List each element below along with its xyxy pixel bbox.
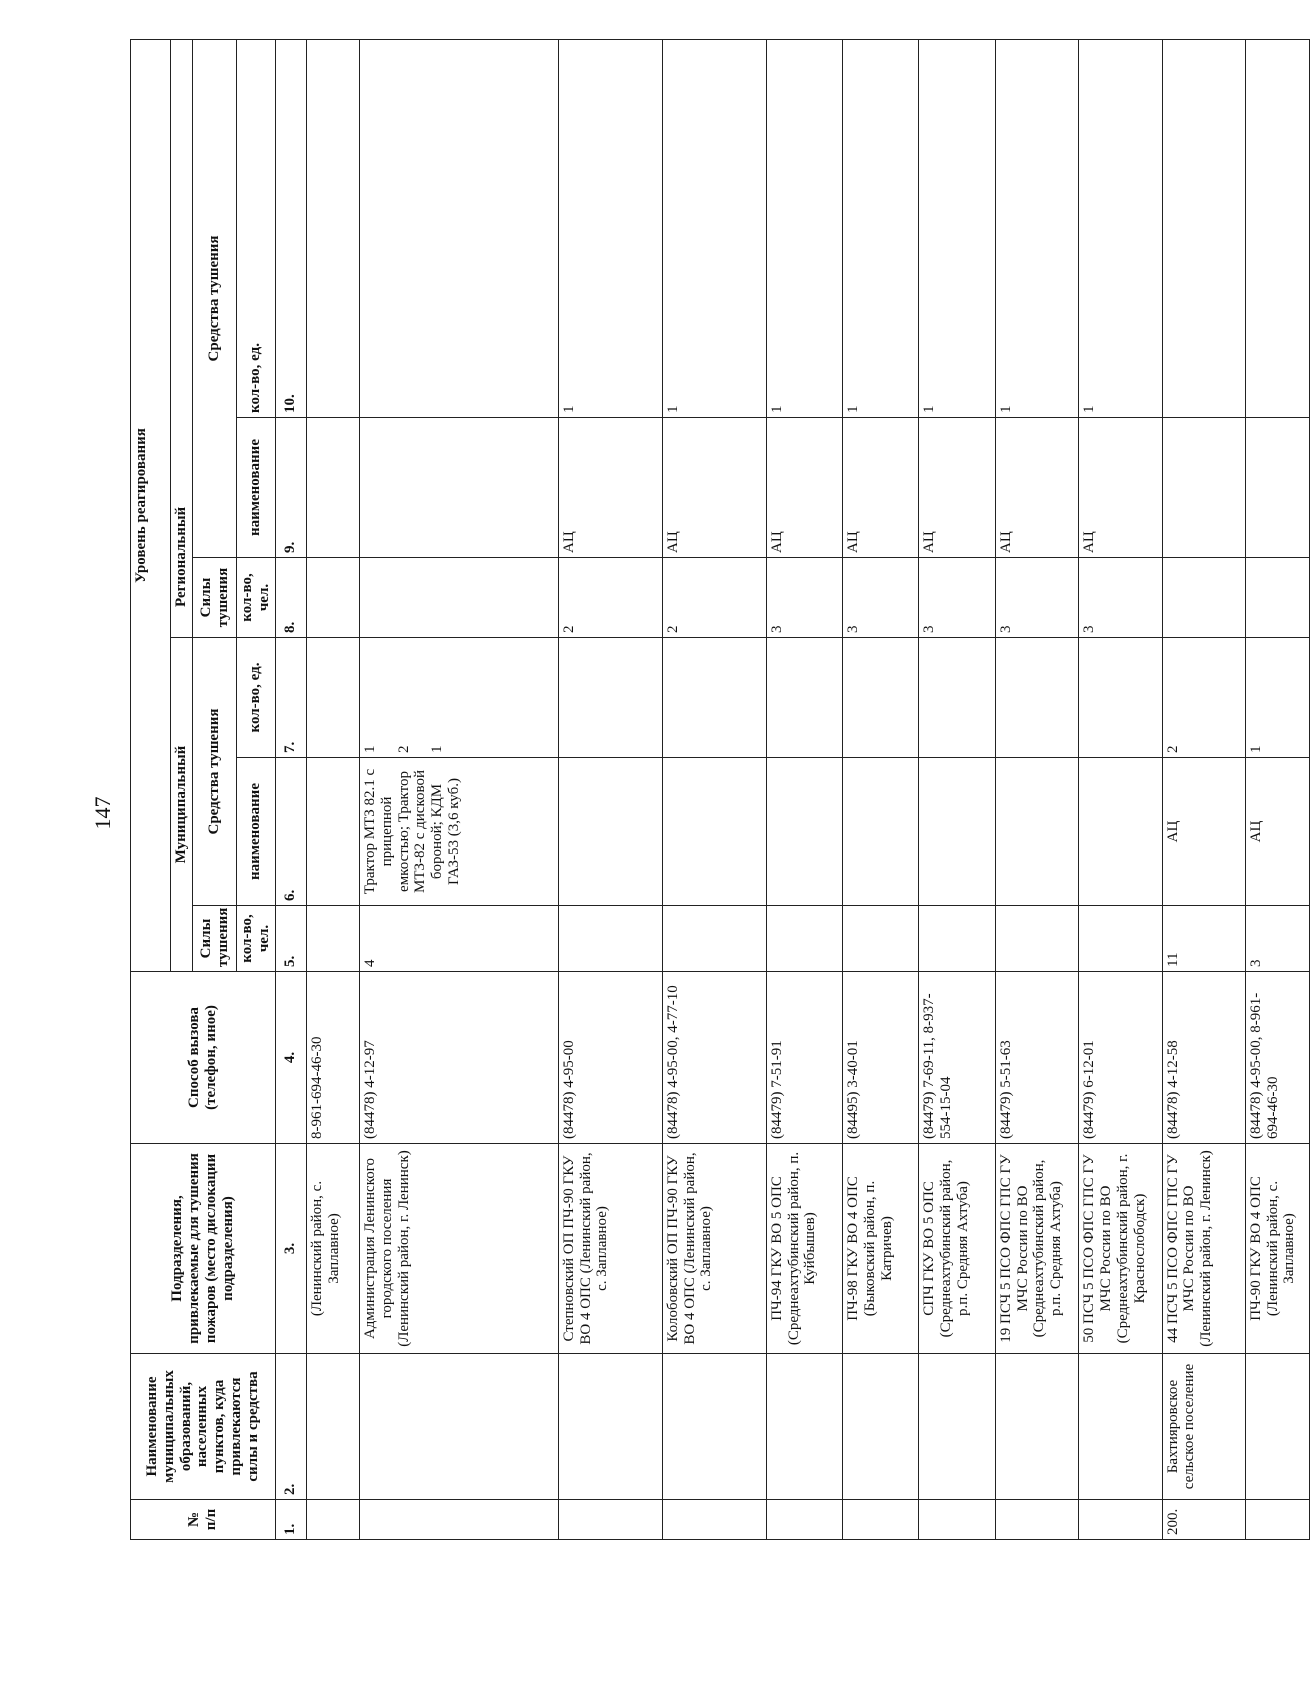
municipal-means-qty: 2 — [1162, 638, 1245, 758]
column-number: 2. — [275, 1354, 306, 1500]
call-phone: (84495) 3-40-01 — [843, 972, 919, 1144]
municipality-name — [359, 1354, 558, 1500]
call-phone: (84478) 4-95-00 — [558, 972, 662, 1144]
column-number: 7. — [275, 638, 306, 758]
municipal-means-qty — [843, 638, 919, 758]
regional-means-qty: 1 — [662, 39, 766, 417]
municipal-forces — [558, 906, 662, 972]
municipal-means-qty — [662, 638, 766, 758]
municipal-means-name — [995, 758, 1078, 906]
regional-forces: 2 — [558, 558, 662, 638]
unit-name: (Ленинский район, с. Заплавное) — [306, 1144, 359, 1354]
municipal-forces: 4 — [359, 906, 558, 972]
regional-forces — [1245, 558, 1309, 638]
call-phone: 8-961-694-46-30 — [306, 972, 359, 1144]
municipal-forces: 11 — [1162, 906, 1245, 972]
table-row — [306, 39, 359, 1539]
header-regional: Региональный — [171, 39, 193, 637]
regional-forces: 3 — [766, 558, 842, 638]
municipal-means-name — [843, 758, 919, 906]
municipal-forces — [766, 906, 842, 972]
municipal-forces — [662, 906, 766, 972]
regional-means-qty: 1 — [843, 39, 919, 417]
regional-forces: 3 — [1079, 558, 1162, 638]
column-number: 10. — [275, 39, 306, 417]
municipal-means-name — [558, 758, 662, 906]
regional-means-qty: 1 — [919, 39, 995, 417]
unit-name: Администрация Ленинского городского поселения (Ленинский район, г. Ленинск) — [359, 1144, 558, 1354]
table-row — [558, 39, 662, 1539]
municipal-means-qty — [995, 638, 1078, 758]
municipality-name — [1079, 1354, 1162, 1500]
regional-means-name — [306, 418, 359, 558]
table-row — [1079, 39, 1162, 1539]
regional-means-qty — [359, 39, 558, 417]
rotated-table-wrapper — [130, 40, 1310, 1540]
regional-means-name: АЦ — [766, 418, 842, 558]
table-body — [275, 39, 1309, 1539]
row-number — [919, 1500, 995, 1540]
row-number — [306, 1500, 359, 1540]
unit-name: ПЧ-90 ГКУ ВО 4 ОПС (Ленинский район, с. Заплавное) — [1245, 1144, 1309, 1354]
municipal-means-qty — [919, 638, 995, 758]
municipal-forces — [843, 906, 919, 972]
header-municipal: Муниципальный — [171, 638, 193, 972]
table-row — [843, 39, 919, 1539]
unit-name: 50 ПСЧ 5 ПСО ФПС ГПС ГУ МЧС России по ВО (Среднеахтубинский район, г. Краснослободск) — [1079, 1144, 1162, 1354]
header-m-qty-people: кол-во, чел. — [237, 906, 276, 972]
municipal-forces — [306, 906, 359, 972]
call-phone: (84479) 7-69-11, 8-937-554-15-04 — [919, 972, 995, 1144]
header-regional-forces: Силы тушения — [193, 558, 237, 638]
municipal-means-name — [306, 758, 359, 906]
municipality-name — [843, 1354, 919, 1500]
table-row — [995, 39, 1078, 1539]
header-m-qty-units: кол-во, ед. — [237, 638, 276, 758]
regional-forces — [306, 558, 359, 638]
response-table — [130, 39, 1310, 1540]
row-number — [995, 1500, 1078, 1540]
call-phone: (84478) 4-95-00, 4-77-10 — [662, 972, 766, 1144]
regional-forces: 3 — [919, 558, 995, 638]
call-phone: (84479) 7-51-91 — [766, 972, 842, 1144]
table-row — [1162, 39, 1245, 1539]
regional-means-name: АЦ — [662, 418, 766, 558]
regional-means-name: АЦ — [1079, 418, 1162, 558]
municipality-name — [1245, 1354, 1309, 1500]
header-municipality: Наименование муниципальных образований, населенных пунктов, куда привлекаются силы и средства — [131, 1354, 276, 1500]
regional-forces: 2 — [662, 558, 766, 638]
call-phone: (84478) 4-95-00, 8-961-694-46-30 — [1245, 972, 1309, 1144]
municipal-means-qty — [306, 638, 359, 758]
regional-means-qty — [1162, 39, 1245, 417]
municipality-name — [766, 1354, 842, 1500]
row-number — [662, 1500, 766, 1540]
municipal-means-name — [662, 758, 766, 906]
table-row — [662, 39, 766, 1539]
municipality-name: Бахтияровское сельское поселение — [1162, 1354, 1245, 1500]
unit-name: ПЧ-98 ГКУ ВО 4 ОПС (Быковский район, п. Катричев) — [843, 1144, 919, 1354]
header-m-name: наименование — [237, 758, 276, 906]
municipal-means-name: АЦ — [1245, 758, 1309, 906]
regional-forces: 3 — [843, 558, 919, 638]
municipal-means-qty: 1 — [1245, 638, 1309, 758]
header-units: Подразделения, привлекаемые для тушения пожаров (место дислокации подразделения) — [131, 1144, 276, 1354]
page-number: 147 — [90, 796, 115, 830]
column-number: 5. — [275, 906, 306, 972]
regional-means-qty — [306, 39, 359, 417]
regional-means-name: АЦ — [919, 418, 995, 558]
municipal-means-qty — [1079, 638, 1162, 758]
header-r-qty-people: кол-во, чел. — [237, 558, 276, 638]
column-number: 8. — [275, 558, 306, 638]
column-number: 3. — [275, 1144, 306, 1354]
regional-means-name — [359, 418, 558, 558]
unit-name: 19 ПСЧ 5 ПСО ФПС ГПС ГУ МЧС России по ВО (Среднеахтубинский район, р.п. Средняя Ахтуба) — [995, 1144, 1078, 1354]
unit-name: ПЧ-94 ГКУ ВО 5 ОПС (Среднеахтубинский район, п. Куйбышев) — [766, 1144, 842, 1354]
table-row — [919, 39, 995, 1539]
table-row — [359, 39, 558, 1539]
municipality-name — [306, 1354, 359, 1500]
municipality-name — [558, 1354, 662, 1500]
table-row — [1245, 39, 1309, 1539]
regional-forces — [1162, 558, 1245, 638]
header-municipal-means: Средства тушения — [193, 638, 237, 906]
municipal-forces: 3 — [1245, 906, 1309, 972]
row-number: 200. — [1162, 1500, 1245, 1540]
municipal-forces — [1079, 906, 1162, 972]
row-number — [558, 1500, 662, 1540]
municipal-means-name: Трактор МТЗ 82.1 с прицепной емкостью; Трактор МТЗ-82 с дисковой бороной; КДМ ГАЗ-53 (3,6 куб.) — [359, 758, 558, 906]
table-header — [131, 39, 276, 1539]
header-r-qty-units: кол-во, ед. — [237, 39, 276, 417]
municipal-forces — [995, 906, 1078, 972]
municipal-forces — [919, 906, 995, 972]
municipal-means-qty — [558, 638, 662, 758]
municipal-means-name: АЦ — [1162, 758, 1245, 906]
municipality-name — [995, 1354, 1078, 1500]
header-number: № п/п — [131, 1500, 276, 1540]
row-number — [1245, 1500, 1309, 1540]
regional-means-qty: 1 — [766, 39, 842, 417]
row-number — [766, 1500, 842, 1540]
regional-means-name: АЦ — [843, 418, 919, 558]
unit-name: 44 ПСЧ 5 ПСО ФПС ГПС ГУ МЧС России по ВО (Ленинский район, г. Ленинск) — [1162, 1144, 1245, 1354]
municipality-name — [919, 1354, 995, 1500]
regional-forces — [359, 558, 558, 638]
column-number: 6. — [275, 758, 306, 906]
call-phone: (84479) 6-12-01 — [1079, 972, 1162, 1144]
regional-means-name: АЦ — [995, 418, 1078, 558]
call-phone: (84478) 4-12-97 — [359, 972, 558, 1144]
header-r-name: наименование — [237, 418, 276, 558]
regional-means-qty: 1 — [1079, 39, 1162, 417]
regional-forces: 3 — [995, 558, 1078, 638]
municipal-means-qty: 1 2 1 — [359, 638, 558, 758]
regional-means-name — [1245, 418, 1309, 558]
municipal-means-name — [766, 758, 842, 906]
column-number: 4. — [275, 972, 306, 1144]
municipal-means-qty — [766, 638, 842, 758]
column-number: 1. — [275, 1500, 306, 1540]
unit-name: СПЧ ГКУ ВО 5 ОПС (Среднеахтубинский район, р.п. Средняя Ахтуба) — [919, 1144, 995, 1354]
regional-means-name: АЦ — [558, 418, 662, 558]
call-phone: (84479) 5-51-63 — [995, 972, 1078, 1144]
unit-name: Колобовский ОП ПЧ-90 ГКУ ВО 4 ОПС (Ленинский район, с. Заплавное) — [662, 1144, 766, 1354]
call-phone: (84478) 4-12-58 — [1162, 972, 1245, 1144]
row-number — [1079, 1500, 1162, 1540]
row-number — [843, 1500, 919, 1540]
table-row — [766, 39, 842, 1539]
header-municipal-forces: Силы тушения — [193, 906, 237, 972]
municipality-name — [662, 1354, 766, 1500]
regional-means-name — [1162, 418, 1245, 558]
header-call-method: Способ вызова (телефон, иное) — [131, 972, 276, 1144]
header-regional-means: Средства тушения — [193, 39, 237, 557]
unit-name: Степновский ОП ПЧ-90 ГКУ ВО 4 ОПС (Ленинский район, с. Заплавное) — [558, 1144, 662, 1354]
regional-means-qty: 1 — [558, 39, 662, 417]
municipal-means-name — [919, 758, 995, 906]
municipal-means-name — [1079, 758, 1162, 906]
regional-means-qty: 1 — [995, 39, 1078, 417]
column-number: 9. — [275, 418, 306, 558]
regional-means-qty — [1245, 39, 1309, 417]
row-number — [359, 1500, 558, 1540]
column-numbers-row — [275, 39, 306, 1539]
header-response-level: Уровень реагирования — [131, 39, 171, 971]
